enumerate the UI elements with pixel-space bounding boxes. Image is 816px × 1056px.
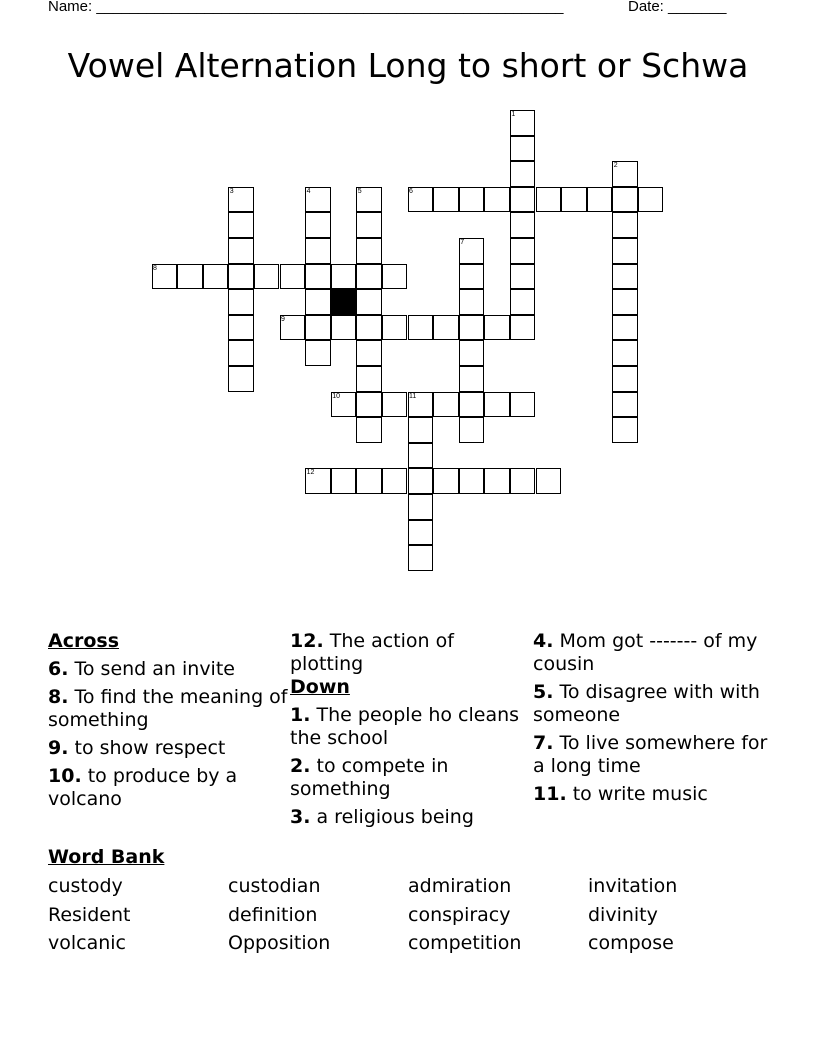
word-bank-item: definition: [228, 904, 318, 926]
clue-across-6: [48, 658, 288, 681]
clue-number: 11.: [533, 783, 567, 805]
word-bank-item: Opposition: [228, 932, 331, 954]
crossword-cell[interactable]: [536, 468, 562, 494]
clue-down-2: [290, 755, 526, 801]
crossword-cell[interactable]: [510, 315, 536, 341]
crossword-cell[interactable]: [510, 161, 536, 187]
across-heading: Across: [48, 630, 120, 652]
word-bank-item: volcanic: [48, 932, 127, 954]
crossword-cell[interactable]: [459, 366, 485, 392]
crossword-cell[interactable]: [612, 392, 638, 418]
clue-down-4: [533, 630, 778, 676]
crossword-cell[interactable]: [612, 315, 638, 341]
cell-number: 11: [409, 392, 417, 400]
crossword-cell[interactable]: [484, 315, 510, 341]
cell-number: 4: [306, 187, 311, 195]
clue-column-3: [533, 630, 778, 806]
clue-down-11: [533, 783, 778, 806]
down-heading: Down: [290, 676, 350, 698]
crossword-cell[interactable]: [228, 212, 254, 238]
clue-number: 2.: [290, 755, 311, 777]
crossword-cell[interactable]: [254, 264, 280, 290]
crossword-cell[interactable]: [305, 238, 331, 264]
crossword-cell[interactable]: [408, 315, 434, 341]
crossword-cell[interactable]: [459, 392, 485, 418]
crossword-cell[interactable]: [408, 545, 434, 571]
crossword-cell[interactable]: [459, 289, 485, 315]
cell-number: 1: [511, 111, 516, 118]
word-bank-item: custody: [48, 875, 123, 897]
clue-number: 9.: [48, 737, 69, 759]
crossword-cell[interactable]: [638, 187, 664, 213]
crossword-cell[interactable]: [433, 392, 459, 418]
crossword-cell[interactable]: [484, 392, 510, 418]
crossword-cell[interactable]: [510, 136, 536, 162]
crossword-cell[interactable]: [228, 264, 254, 290]
date-field-label: Date: _______: [628, 0, 727, 15]
crossword-cell[interactable]: [408, 520, 434, 546]
crossword-cell[interactable]: [382, 315, 408, 341]
name-field-label: Name: ________________________________________________________: [48, 0, 564, 15]
clue-number: 7.: [533, 732, 554, 754]
clue-text: to compete in something: [290, 755, 449, 800]
crossword-cell[interactable]: [433, 315, 459, 341]
clue-number: 12.: [290, 630, 324, 652]
crossword-cell[interactable]: [305, 264, 331, 290]
crossword-cell[interactable]: [433, 187, 459, 213]
crossword-cell[interactable]: [177, 264, 203, 290]
crossword-cell[interactable]: [459, 264, 485, 290]
crossword-cell[interactable]: [305, 315, 331, 341]
crossword-cell[interactable]: [356, 212, 382, 238]
crossword-cell[interactable]: [561, 187, 587, 213]
word-bank-item: competition: [408, 932, 522, 954]
page-title: Vowel Alternation Long to short or Schwa: [67, 46, 749, 85]
crossword-cell[interactable]: [356, 264, 382, 290]
crossword-cell[interactable]: [612, 340, 638, 366]
crossword-cell[interactable]: [356, 289, 382, 315]
clue-text: to write music: [572, 783, 708, 805]
clue-down-5: [533, 681, 778, 727]
cell-number: 10: [332, 392, 340, 400]
crossword-cell[interactable]: [612, 212, 638, 238]
crossword-cell[interactable]: [510, 264, 536, 290]
crossword-cell[interactable]: [203, 264, 229, 290]
crossword-cell[interactable]: [510, 468, 536, 494]
clue-column-2: [290, 630, 526, 829]
clue-text: to produce by a volcano: [48, 765, 238, 810]
crossword-cell[interactable]: [433, 468, 459, 494]
crossword-cell[interactable]: [459, 315, 485, 341]
crossword-cell[interactable]: [228, 340, 254, 366]
word-bank-item: compose: [588, 932, 674, 954]
word-bank-item: custodian: [228, 875, 321, 897]
clue-text: To disagree with with someone: [533, 681, 760, 726]
word-bank-item: invitation: [588, 875, 678, 897]
crossword-cell[interactable]: [382, 468, 408, 494]
word-bank-heading: Word Bank: [48, 846, 165, 868]
crossword-cell[interactable]: [228, 238, 254, 264]
crossword-cell[interactable]: [408, 468, 434, 494]
crossword-cell[interactable]: [587, 187, 613, 213]
clue-across-12: [290, 630, 526, 676]
clue-down-3: [290, 806, 526, 829]
clue-text: To find the meaning of something: [48, 686, 288, 731]
crossword-cell[interactable]: [484, 187, 510, 213]
crossword-cell[interactable]: [280, 264, 306, 290]
word-bank-item: divinity: [588, 904, 658, 926]
clue-text: To live somewhere for a long time: [533, 732, 768, 777]
cell-number: 9: [281, 315, 285, 323]
cell-number: 3: [229, 187, 234, 195]
clue-number: 6.: [48, 658, 69, 680]
clue-text: The people ho cleans the school: [290, 704, 520, 749]
crossword-cell[interactable]: [459, 468, 485, 494]
crossword-cell[interactable]: [612, 366, 638, 392]
crossword-cell[interactable]: [612, 417, 638, 443]
crossword-cell[interactable]: [408, 443, 434, 469]
clue-text: Mom got ------- of my cousin: [533, 630, 758, 675]
clue-text: to show respect: [74, 737, 226, 759]
cell-number: 6: [409, 187, 413, 195]
word-bank-item: admiration: [408, 875, 512, 897]
crossword-black-cell: [331, 289, 357, 315]
crossword-cell[interactable]: [356, 340, 382, 366]
clue-text: To send an invite: [74, 658, 235, 680]
crossword-cell[interactable]: [459, 340, 485, 366]
crossword-cell[interactable]: [510, 238, 536, 264]
crossword-cell[interactable]: [484, 468, 510, 494]
crossword-cell[interactable]: [331, 468, 357, 494]
word-bank-item: Resident: [48, 904, 131, 926]
crossword-cell[interactable]: [408, 417, 434, 443]
crossword-cell[interactable]: [459, 417, 485, 443]
clue-across-9: [48, 737, 288, 760]
clue-column-1: [48, 630, 288, 811]
crossword-cell[interactable]: [356, 392, 382, 418]
crossword-cell[interactable]: [510, 187, 536, 213]
crossword-cell[interactable]: [510, 392, 536, 418]
clue-down-1: [290, 704, 526, 750]
crossword-cell[interactable]: [459, 187, 485, 213]
crossword-cell[interactable]: [510, 289, 536, 315]
crossword-cell[interactable]: [356, 417, 382, 443]
cell-number: 12: [306, 469, 315, 477]
crossword-cell[interactable]: [305, 212, 331, 238]
crossword-cell[interactable]: [331, 315, 357, 341]
crossword-cell[interactable]: [228, 366, 254, 392]
clue-number: 3.: [290, 806, 311, 828]
cell-number: 8: [153, 264, 157, 272]
crossword-cell[interactable]: [510, 212, 536, 238]
crossword-cell[interactable]: [612, 264, 638, 290]
crossword-cell[interactable]: [612, 238, 638, 264]
crossword-cell[interactable]: [228, 315, 254, 341]
clue-number: 10.: [48, 765, 82, 787]
crossword-cell[interactable]: [408, 494, 434, 520]
clue-number: 4.: [533, 630, 554, 652]
crossword-cell[interactable]: [356, 468, 382, 494]
clue-text: The action of plotting: [290, 630, 454, 675]
clue-across-10: [48, 765, 288, 811]
crossword-cell[interactable]: [356, 238, 382, 264]
crossword-cell[interactable]: [305, 340, 331, 366]
crossword-cell[interactable]: [331, 264, 357, 290]
crossword-cell[interactable]: [356, 366, 382, 392]
cell-number: 2: [613, 162, 618, 170]
crossword-cell[interactable]: [228, 289, 254, 315]
crossword-cell[interactable]: [536, 187, 562, 213]
cell-number: 7: [460, 239, 465, 246]
crossword-cell[interactable]: [612, 187, 638, 213]
clue-down-7: [533, 732, 778, 778]
clue-across-8: [48, 686, 288, 732]
crossword-cell[interactable]: [382, 392, 408, 418]
clue-text: a religious being: [316, 806, 474, 828]
cell-number: 5: [357, 187, 362, 195]
clue-number: 8.: [48, 686, 69, 708]
clue-number: 1.: [290, 704, 311, 726]
crossword-cell[interactable]: [305, 289, 331, 315]
word-bank-item: conspiracy: [408, 904, 511, 926]
crossword-cell[interactable]: [356, 315, 382, 341]
crossword-cell[interactable]: [382, 264, 408, 290]
clue-number: 5.: [533, 681, 554, 703]
crossword-cell[interactable]: [612, 289, 638, 315]
